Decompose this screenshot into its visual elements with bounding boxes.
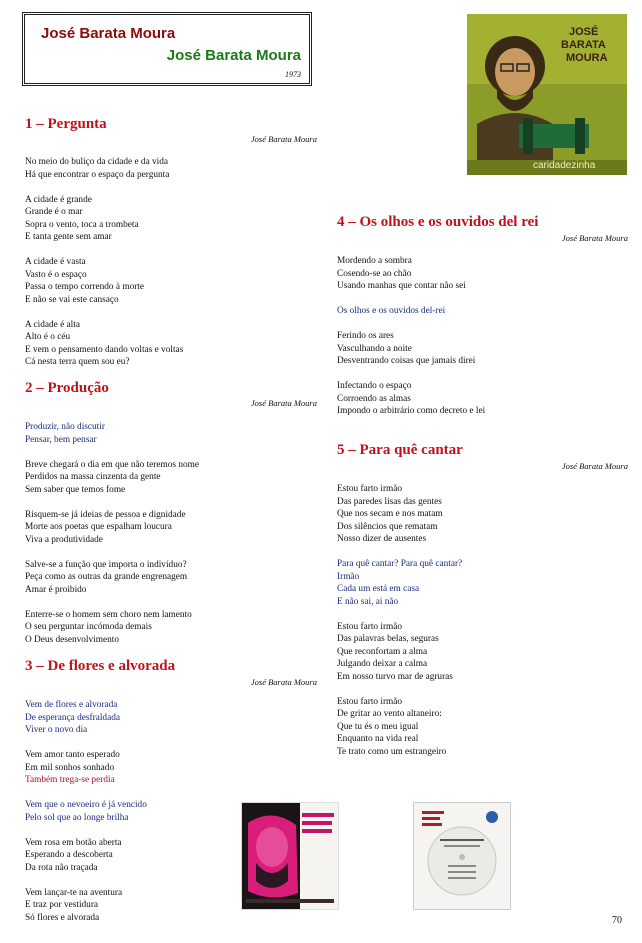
album-cover-main — [467, 14, 627, 175]
cover-caption: caridadezinha — [533, 160, 596, 171]
song-4-title: 4 – Os olhos e os ouvidos del rei — [337, 214, 539, 230]
page-number: 70 — [612, 915, 622, 926]
cover-artist-line3: MOURA — [566, 52, 608, 64]
single-label-illustration — [414, 803, 510, 909]
artist-name: José Barata Moura — [41, 25, 176, 42]
song-3-lyrics: Vem de flores e alvorada De esperança desfraldada Viver o novo dia Vem amor tanto esperado Em mil sonhos sonhado Também trega-se perdia Vem que o nevoeiro é já vencido Pelo sol que ao longe brilha Vem rosa em botão aberta Esperando a descoberta Da rota não traçada Vem lançar-te na aventura E traz por vestidura Só flores e alvorada — [25, 700, 147, 923]
song-5-lyrics: Estou farto irmão Das paredes lisas das gentes Que nos secam e nos matam Dos silêncios que rematam Nosso dizer de ausentes Para quê cantar? Para quê cantar? Irmão Cada um está em casa E não sai, ai não Estou farto irmão Das palavras belas, seguras Que reconfortam a alma Julgando deixar a calma Em nosso turvo mar de agruras Estou farto irmão De gritar ao vento altaneiro: Que tu és o meu igual Enquanto na vida real Te trato como um estrangeiro — [337, 484, 463, 757]
song-4-lyrics: Mordendo a sombra Cosendo-se ao chão Usando manhas que contar não sei Os olhos e os ouvidos del-rei Ferindo os ares Vasculhando a noite Desventrando coisas que jamais direi Infectando o espaço Corroendo as almas Impondo o arbitrário como decreto e lei — [337, 256, 486, 416]
song-2-lyrics: Produzir, não discutir Pensar, bem pensar Breve chegará o dia em que não teremos nome Perdidos na massa cinzenta da gente Sem saber que temos fome Risquem-se já ideias de pessoa e dignidade Morte aos poetas que espalham loucura Viva a produtividade Salve-se a função que importa o indivíduo? Peça como as outras da grande engrenagem Amar é proibido Enterre-se o homem sem choro nem lamento O seu perguntar incómoda demais O Deus desenvolvimento — [25, 422, 199, 645]
cover-artist-line2: BARATA — [561, 39, 606, 51]
single-cover-back — [413, 802, 511, 910]
album-year: 1973 — [285, 70, 301, 79]
song-2-title: 2 – Produção — [25, 380, 109, 396]
song-4-author: José Barata Moura — [561, 233, 628, 243]
song-5-title: 5 – Para quê cantar — [337, 442, 463, 458]
cover-artist-line1: JOSÉ — [569, 26, 599, 38]
song-1-lyrics: No meio do buliço da cidade e da vida Há que encontrar o espaço da pergunta A cidade é grande Grande é o mar Sopra o vento, toca a trombeta E tanta gente sem amar A cidade é vasta Vasto é o espaço Passa o tempo correndo à morte E não se vai este cansaço A cidade é alta Alto é o céu E vem o pensamento dando voltas e voltas Cá nesta terra quem sou eu? — [25, 157, 184, 367]
song-5-author: José Barata Moura — [561, 461, 628, 471]
song-3-author: José Barata Moura — [250, 677, 317, 687]
header-box — [22, 12, 312, 86]
album-title: José Barata Moura — [166, 47, 301, 64]
single-cover-illustration — [242, 803, 338, 909]
single-cover-front — [241, 802, 339, 910]
song-3-title: 3 – De flores e alvorada — [25, 658, 176, 674]
song-1-author: José Barata Moura — [250, 134, 317, 144]
song-1-title: 1 – Pergunta — [25, 116, 107, 132]
song-2-author: José Barata Moura — [250, 398, 317, 408]
